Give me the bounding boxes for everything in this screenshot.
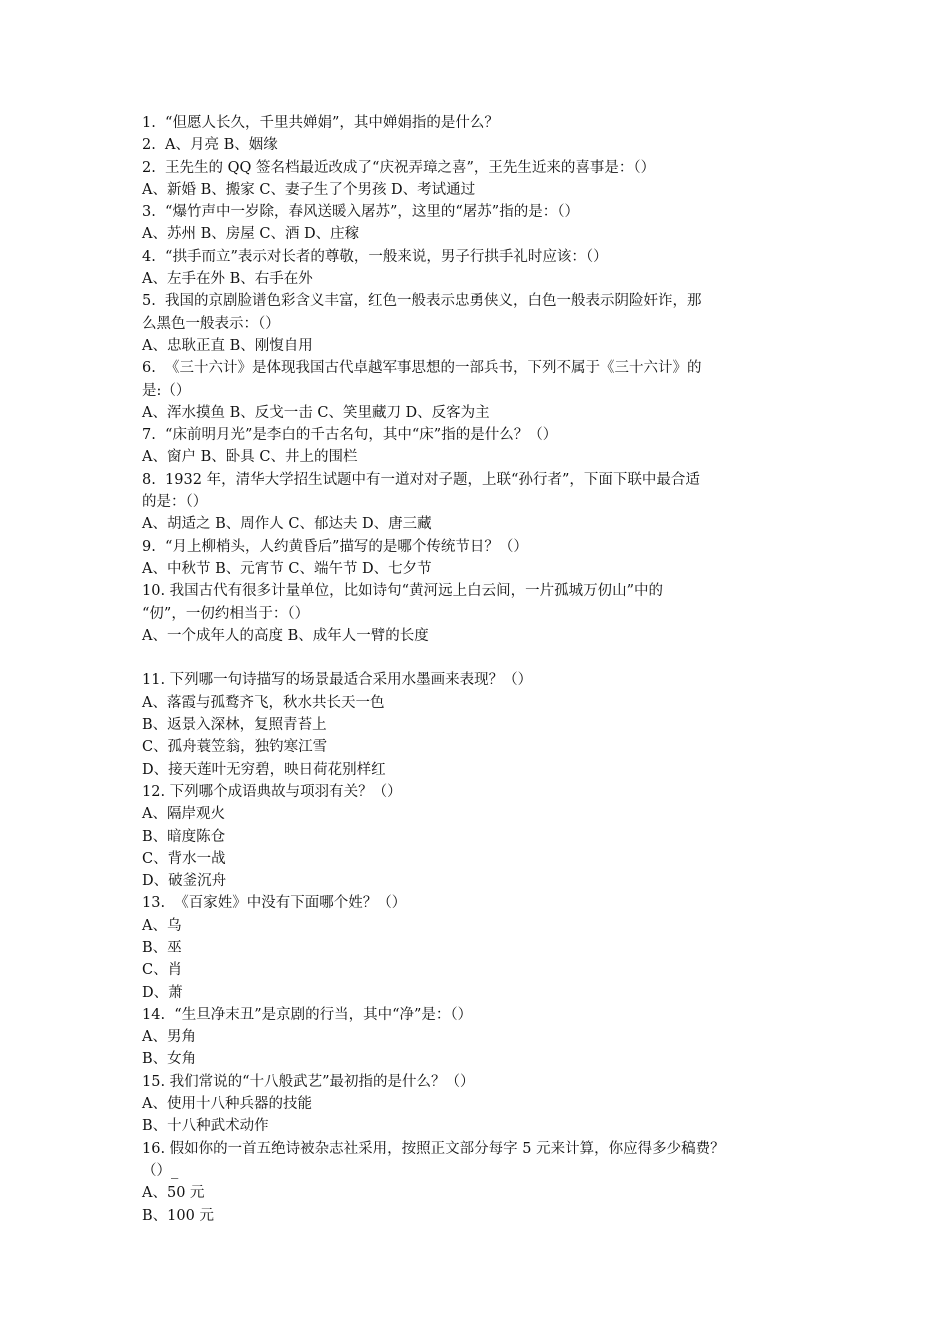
question-line: 的是：（） xyxy=(142,494,208,511)
answer-line: A、胡适之 B、周作人 C、郁达夫 D、唐三藏 xyxy=(142,516,432,533)
answer-line: D、接天莲叶无穷碧，映日荷花别样红 xyxy=(142,761,386,778)
answer-line: 2. A、月亮 B、姻缘 xyxy=(142,137,278,154)
question-line: 9. “月上柳梢头，人约黄昏后”描写的是哪个传统节日？（） xyxy=(142,538,528,555)
quiz-text xyxy=(142,112,812,1227)
answer-line: A、男角 xyxy=(142,1029,196,1046)
answer-line: D、破釜沉舟 xyxy=(142,873,227,890)
question-line: 3. “爆竹声中一岁除，春风送暖入屠苏”，这里的“屠苏”指的是：（） xyxy=(142,204,579,221)
answer-line: B、暗度陈仓 xyxy=(142,828,226,845)
answer-line: C、肖 xyxy=(142,962,183,979)
answer-line: A、一个成年人的高度 B、成年人一臂的长度 xyxy=(142,627,429,644)
answer-line: C、背水一战 xyxy=(142,850,226,867)
answer-line: D、萧 xyxy=(142,984,183,1001)
answer-line: B、100 元 xyxy=(142,1207,214,1224)
question-line: 2. 王先生的 QQ 签名档最近改成了“庆祝弄璋之喜”，王先生近来的喜事是：（） xyxy=(142,159,656,176)
question-line: 是:（） xyxy=(142,382,191,399)
answer-line: B、返景入深林，复照青苔上 xyxy=(142,717,327,734)
answer-line: A、中秋节 B、元宵节 C、端午节 D、七夕节 xyxy=(142,560,432,577)
answer-line: A、乌 xyxy=(142,917,182,934)
question-line: （）_ xyxy=(142,1162,179,1179)
answer-line: A、左手在外 B、右手在外 xyxy=(142,271,313,288)
question-line: 16. 假如你的一首五绝诗被杂志社采用，按照正文部分每字 5 元来计算，你应得多少稿费？ xyxy=(142,1140,725,1157)
answer-line: B、巫 xyxy=(142,939,182,956)
answer-line: A、忠耿正直 B、刚愎自用 xyxy=(142,337,313,354)
answer-line: A、使用十八种兵器的技能 xyxy=(142,1096,312,1113)
question-line: 么黑色一般表示：（） xyxy=(142,315,280,332)
question-line: 7. “床前明月光”是李白的千古名句，其中“床”指的是什么？（） xyxy=(142,427,558,444)
question-line: 10. 我国古代有很多计量单位，比如诗句“黄河远上白云间，一片孤城万仞山”中的 xyxy=(142,583,663,600)
answer-line: B、十八种武术动作 xyxy=(142,1118,269,1135)
answer-line: A、50 元 xyxy=(142,1185,205,1202)
answer-line: A、新婚 B、搬家 C、妻子生了个男孩 D、考试通过 xyxy=(142,181,476,198)
question-line: 4. “拱手而立”表示对长者的尊敬，一般来说，男子行拱手礼时应该：（） xyxy=(142,248,608,265)
blank-line xyxy=(142,647,812,669)
answer-line: C、孤舟蓑笠翁，独钓寒江雪 xyxy=(142,739,328,756)
question-line: 8. 1932 年，清华大学招生试题中有一道对对子题，上联“孙行者”，下面下联中最合适 xyxy=(142,471,700,488)
answer-line: A、浑水摸鱼 B、反戈一击 C、笑里藏刀 D、反客为主 xyxy=(142,404,490,421)
question-line: 11. 下列哪一句诗描写的场景最适合采用水墨画来表现？（） xyxy=(142,672,533,689)
answer-line: A、隔岸观火 xyxy=(142,806,225,823)
answer-line: A、窗户 B、卧具 C、井上的围栏 xyxy=(142,449,358,466)
question-line: 15. 我们常说的“十八般武艺”最初指的是什么？（） xyxy=(142,1073,475,1090)
question-line: 12. 下列哪个成语典故与项羽有关？（） xyxy=(142,783,402,800)
answer-line: B、女角 xyxy=(142,1051,197,1068)
question-line: 6. 《三十六计》是体现我国古代卓越军事思想的一部兵书，下列不属于《三十六计》的 xyxy=(142,360,702,377)
answer-line: A、落霞与孤鹜齐飞，秋水共长天一色 xyxy=(142,694,385,711)
question-line: 1. “但愿人长久，千里共婵娟”，其中婵娟指的是什么？ xyxy=(142,115,499,131)
question-line: 14. “生旦净末丑”是京剧的行当，其中“净”是：（） xyxy=(142,1006,473,1023)
answer-line: A、苏州 B、房屋 C、酒 D、庄稼 xyxy=(142,226,360,243)
question-line: “仞”，一仞约相当于：（） xyxy=(142,605,310,622)
question-line: 13. 《百家姓》中没有下面哪个姓？（） xyxy=(142,895,407,912)
question-line: 5. 我国的京剧脸谱色彩含义丰富，红色一般表示忠勇侠义，白色一般表示阴险奸诈，那 xyxy=(142,293,702,310)
